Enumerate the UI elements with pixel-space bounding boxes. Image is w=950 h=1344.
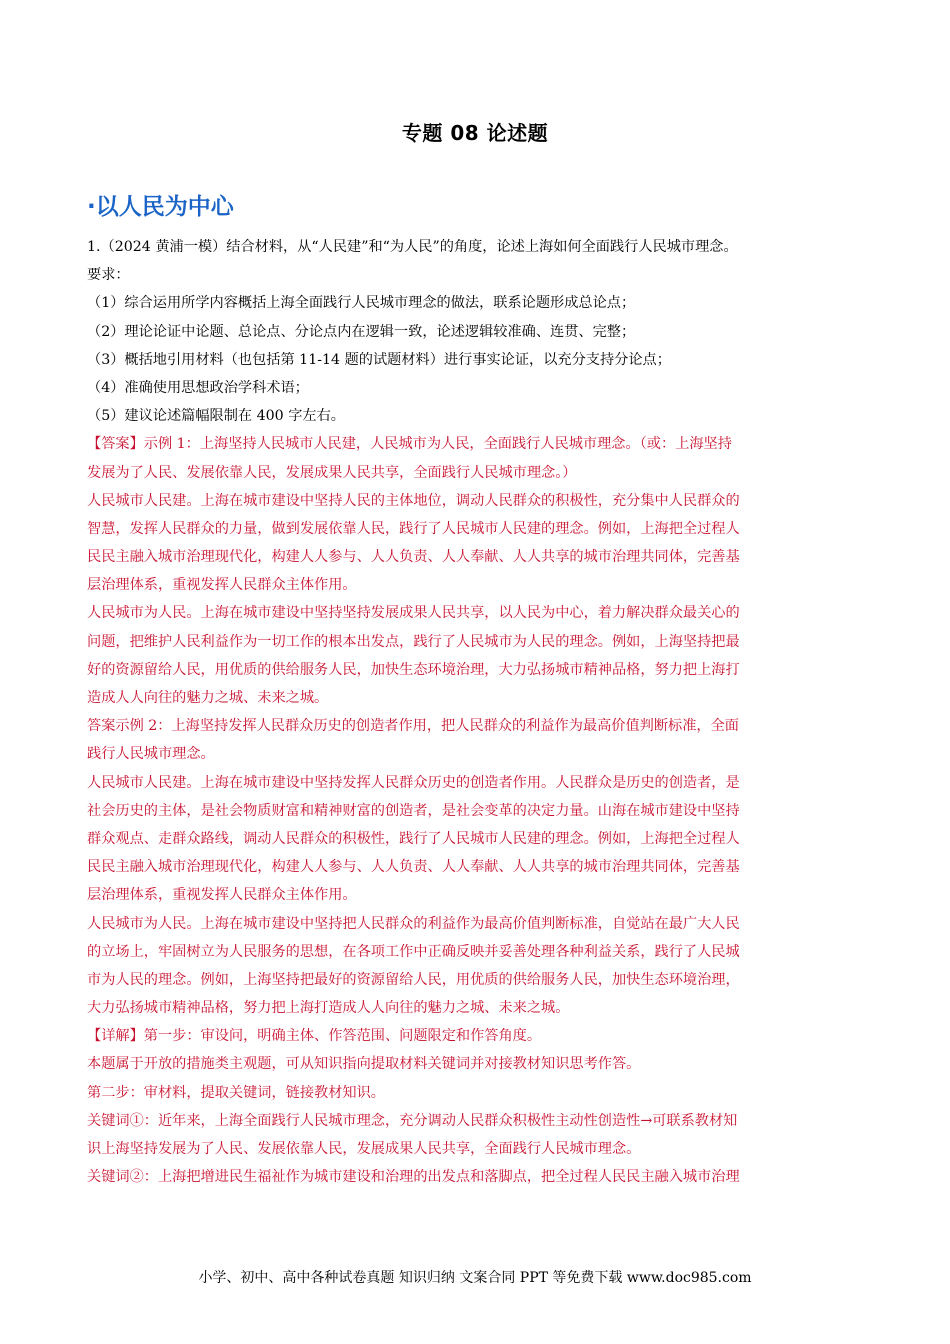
answer-line: 人民城市人民建。上海在城市建设中坚持人民的主体地位，调动人民群众的积极性，充分集中人民群众的: [87, 492, 740, 509]
answer-line: 层治理体系，重视发挥人民群众主体作用。: [87, 577, 357, 594]
answer-line: 群众观点、走群众路线，调动人民群众的积极性，践行了人民城市人民建的理念。例如，上海把全过程人: [87, 830, 740, 847]
answer-line: 【答案】示例 1：上海坚持人民城市人民建，人民城市为人民，全面践行人民城市理念。（或：上海坚持: [87, 436, 732, 453]
answer-line: 人民城市人民建。上海在城市建设中坚持发挥人民群众历史的创造者作用。人民群众是历史的创造者，是: [87, 774, 740, 791]
answer-line: 造成人人向往的魅力之城、未来之城。: [87, 690, 329, 706]
answer-line: 识上海坚持发展为了人民、发展依靠人民，发展成果人民共享，全面践行人民城市理念。: [87, 1141, 641, 1157]
answer-line: 问题，把维护人民利益作为一切工作的根本出发点，践行了人民城市为人民的理念。例如，上海坚持把最: [87, 633, 740, 650]
answer-line: 践行人民城市理念。: [87, 746, 215, 763]
answer-line: 发展为了人民、发展依靠人民，发展成果人民共享，全面践行人民城市理念。）: [87, 464, 577, 481]
answer-line: 大力弘扬城市精神品格，努力把上海打造成人人向往的魅力之城、未来之城。: [87, 1000, 570, 1017]
question-line: （4）准确使用思想政治学科术语；: [87, 379, 309, 396]
answer-line: 智慧，发挥人民群众的力量，做到发展依靠人民，践行了人民城市人民建的理念。例如，上海把全过程人: [87, 520, 740, 537]
answer-line: 人民城市为人民。上海在城市建设中坚持坚持发展成果人民共享，以人民为中心，着力解决群众最关心的: [87, 605, 740, 622]
answer-line: 人民城市为人民。上海在城市建设中坚持把人民群众的利益作为最高价值判断标准，自觉站在最广大人民: [87, 915, 740, 932]
answer-line: 关键词②：上海把增进民生福祉作为城市建设和治理的出发点和落脚点，把全过程人民民主融入城市治理: [87, 1169, 740, 1186]
page-footer: 小学、初中、高中各种试卷真题 知识归纳 文案合同 PPT 等免费下载 www.doc985.com: [198, 1270, 752, 1286]
answer-line: 民民主融入城市治理现代化，构建人人参与、人人负责、人人奉献、人人共享的城市治理共同体，完善基: [87, 859, 740, 876]
question-line: （3）概括地引用材料（也包括第 11-14 题的试题材料）进行事实论证，以充分支持分论点；: [87, 351, 671, 368]
answer-line: 第二步：审材料，提取关键词，链接教材知识。: [87, 1084, 385, 1101]
answer-line: 好的资源留给人民，用优质的供给服务人民，加快生态环境治理，大力弘扬城市精神品格，努力把上海打: [87, 661, 740, 678]
question-line: （1）综合运用所学内容概括上海全面践行人民城市理念的做法，联系论题形成总论点；: [87, 295, 636, 312]
section-heading: ·以人民为中心: [87, 194, 234, 220]
page-title: 专题 08 论述题: [401, 121, 549, 145]
question-line: （5）建议论述篇幅限制在 400 字左右。: [87, 408, 345, 425]
question-line: 1.（2024 黄浦一模）结合材料，从“人民建”和“为人民”的角度，论述上海如何全面践行人民城市理念。: [87, 239, 738, 255]
document-body: [87, 233, 867, 1191]
answer-line: 关键词①：近年来，上海全面践行人民城市理念，充分调动人民群众积极性主动性创造性→可联系教材知: [87, 1112, 738, 1129]
answer-line: 民民主融入城市治理现代化，构建人人参与、人人负责、人人奉献、人人共享的城市治理共同体，完善基: [87, 549, 740, 566]
answer-line: 答案示例 2：上海坚持发挥人民群众历史的创造者作用，把人民群众的利益作为最高价值判断标准，全面: [87, 718, 739, 735]
answer-line: 市为人民的理念。例如，上海坚持把最好的资源留给人民，用优质的供给服务人民，加快生态环境治理，: [87, 971, 740, 988]
answer-block: [87, 430, 867, 1191]
answer-line: 的立场上，牢固树立为人民服务的思想，在各项工作中正确反映并妥善处理各种利益关系，践行了人民城: [87, 943, 740, 960]
answer-line: 层治理体系，重视发挥人民群众主体作用。: [87, 887, 357, 904]
answer-line: 【详解】第一步：审设问，明确主体、作答范围、问题限定和作答角度。: [87, 1028, 542, 1045]
answer-line: 本题属于开放的措施类主观题，可从知识指向提取材料关键词并对接教材知识思考作答。: [87, 1056, 641, 1073]
question-line: 要求：: [87, 267, 130, 284]
question-block: [87, 233, 867, 430]
question-line: （2）理论论证中论题、总论点、分论点内在逻辑一致，论述逻辑较准确、连贯、完整；: [87, 323, 636, 340]
answer-line: 社会历史的主体，是社会物质财富和精神财富的创造者，是社会变革的决定力量。山海在城市建设中坚持: [87, 802, 740, 819]
